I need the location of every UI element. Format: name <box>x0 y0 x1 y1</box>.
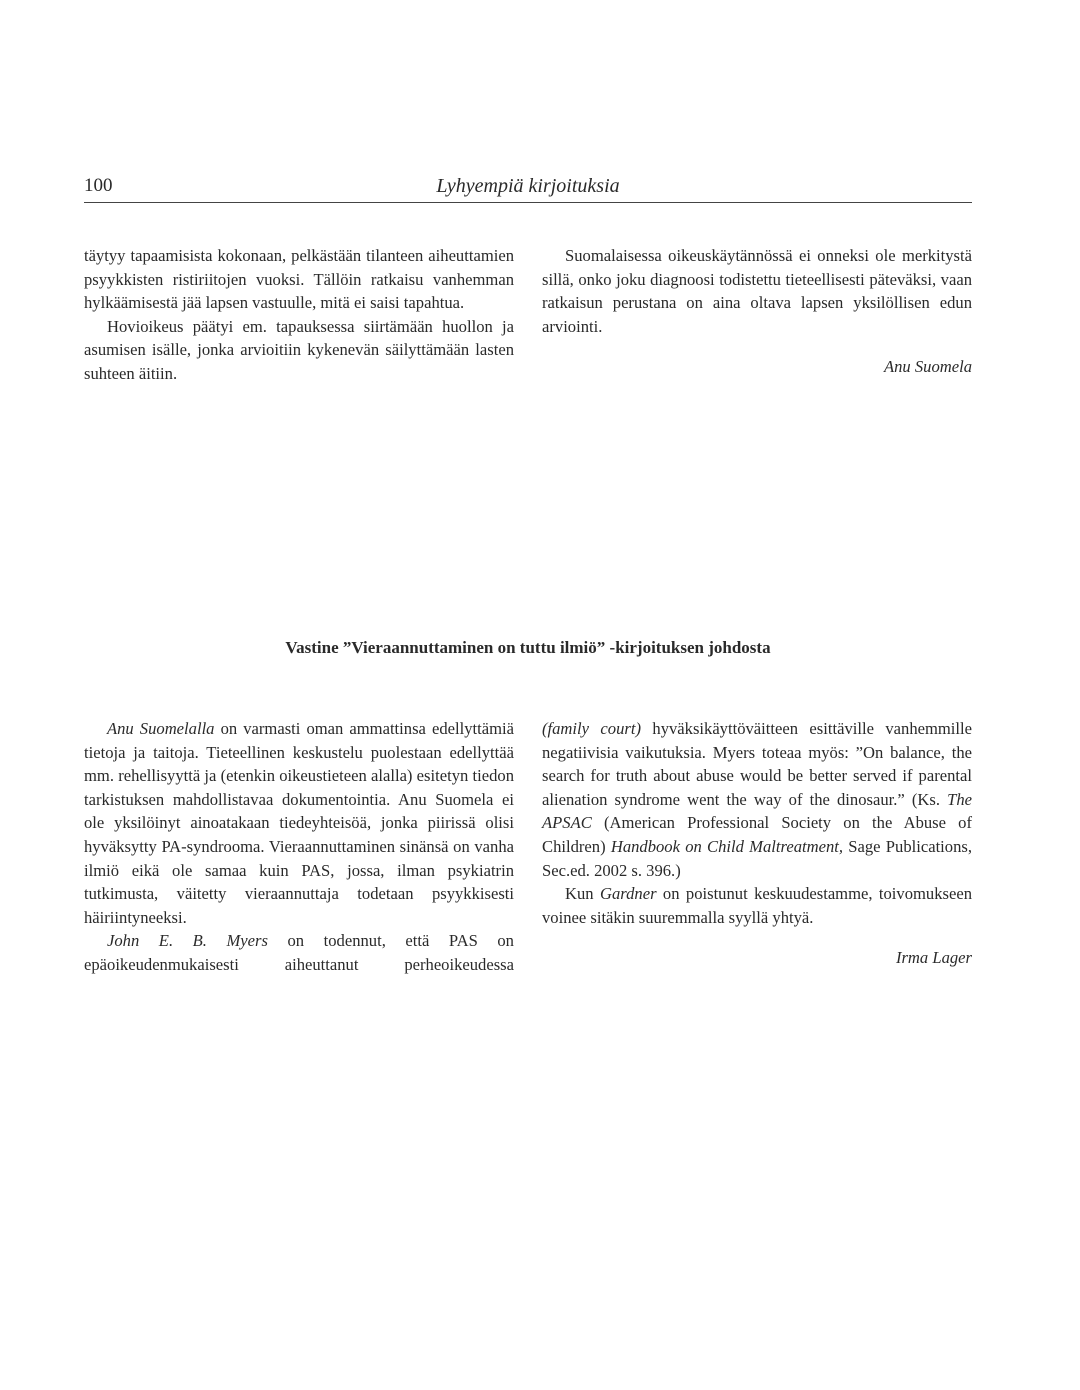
paragraph-text: (American Professional Society on the Abuse of Children) <box>542 813 972 856</box>
paragraph-text: on poistunut keskuudestamme, toivomukseen voinee sitäkin suuremmalla syyllä yhtyä. <box>542 884 972 927</box>
paragraph-text: on varmasti oman ammattinsa edellyttämiä tietoja ja taitoja. Tieteellinen keskustelu puolestaan edellyttää mm. rehellisyyttä ja (etenkin oikeustieteen alalla) esitetyn tiedon tarkistuksen mahdollistavaa dokumentointia. Anu Suomela ei ole yksilöinyt ainoatakaan tiedeyhteisöä, jonka piirissä olisi hyväksytty PA-syndrooma. Vieraannuttaminen sinänsä on vanha ilmiö eikä ole samaa kuin PAS, jossa, ilman psykiatrin tutkimusta, väitetty vieraannuttaja todetaan psyykkisesti häiriintyneeksi. <box>84 719 514 927</box>
paragraph <box>542 882 972 929</box>
paragraph-text: Kun <box>565 884 600 904</box>
running-title: Lyhyempiä kirjoituksia <box>436 175 620 197</box>
paragraph-text: hyväksikäyttöväitteen esittäville vanhemmille negatiivisia vaikutuksia. Myers toteaa myös: ”On balance, the search for truth about abuse would be better served if parental alienation syndrome went the way of the dinosaur.” (Ks. <box>542 719 972 809</box>
paragraph-text: on todennut, että PAS on epäoikeudenmukaisesti aiheuttanut perheoikeudessa <box>84 931 514 974</box>
page-number: 100 <box>84 175 113 196</box>
author-name: John E. B. Myers <box>107 931 268 951</box>
paragraph: Hovioikeus päätyi em. tapauksessa siirtämään huollon ja asumisen isälle, jonka arvioitiin kykenevän säilyttämään lasten suhteen äitiin. <box>84 316 514 383</box>
article2-left-column <box>84 717 514 977</box>
paragraph <box>84 717 514 929</box>
paragraph <box>84 929 514 976</box>
author-signature: Irma Lager <box>895 948 972 968</box>
article-title: Vastine ”Vieraannuttaminen on tuttu ilmiö” -kirjoituksen johdosta <box>285 638 771 657</box>
article2-right-column <box>542 717 972 970</box>
author-name: Gardner <box>599 884 657 904</box>
paragraph <box>542 717 972 882</box>
article1-left-column <box>84 244 514 386</box>
book-title: The APSAC <box>542 789 972 833</box>
author-name: Anu Suomelalla <box>107 719 215 738</box>
paragraph-text: Sage Publications, Sec.ed. 2002 s. 396.) <box>542 836 972 880</box>
paragraph: Suomalaisessa oikeuskäytännössä ei onneksi ole merkitystä sillä, onko joku diagnoosi todistettu tieteellisesti päteväksi, vaan ratkaisun perustana on aina oltava lapsen yksilöllisen edun arviointi. <box>542 246 972 336</box>
paragraph: täytyy tapaamisista kokonaan, pelkästään tilanteen aiheuttamien psyykkisten ristiriitojen vuoksi. Tällöin ratkaisu vanhemman hylkäämisestä jää lapsen vastuulle, mitä ei saisi tapahtua. <box>84 246 514 313</box>
article1-right-column <box>542 244 972 379</box>
book-title: Handbook on Child Maltreatment, <box>610 836 844 856</box>
page-header <box>84 172 972 203</box>
author-signature: Anu Suomela <box>883 357 972 377</box>
term: (family court) <box>542 719 641 738</box>
